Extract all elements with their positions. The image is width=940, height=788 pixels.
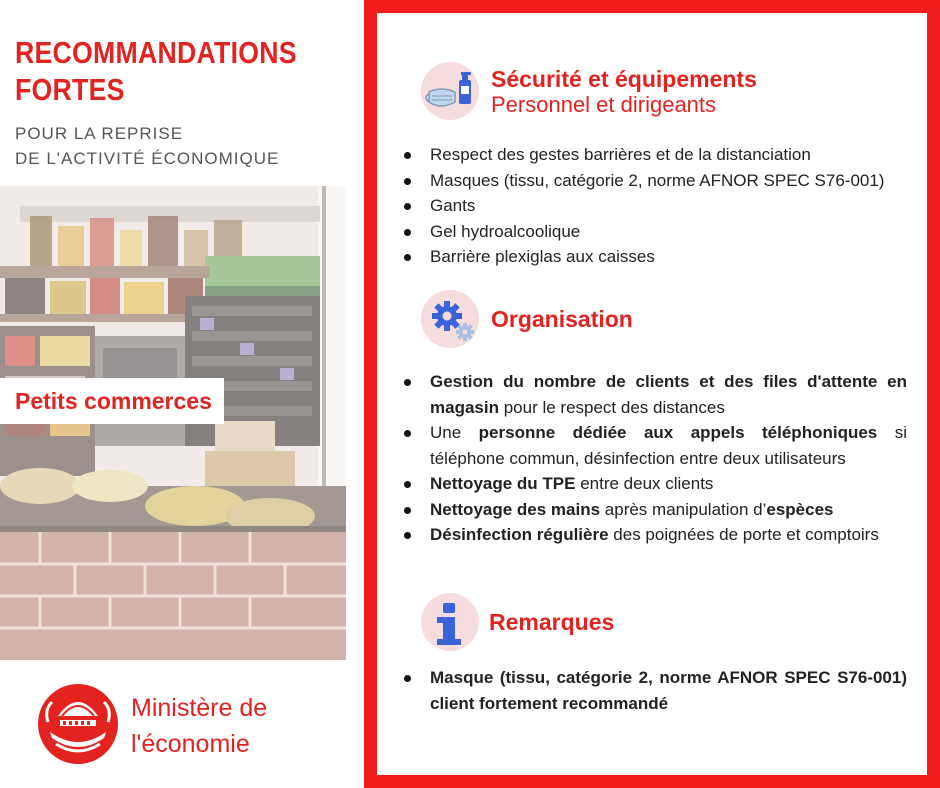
organisation-list: [417, 369, 907, 548]
section-remarques-header: [405, 593, 925, 653]
section-securite-subtitle: Personnel et dirigeants: [491, 92, 717, 117]
item-text: entre deux clients: [575, 474, 714, 493]
item-text: après manipulation d’: [600, 499, 767, 519]
item-bold-text: Gestion du nombre de clients et des files d'attente en magasin: [430, 372, 907, 417]
securite-list: [417, 142, 907, 270]
section-organisation-icon-bg: [421, 290, 479, 348]
item-text: pour le respect des distances: [498, 397, 725, 417]
section-securite-header: [405, 62, 925, 122]
item-text: des poignées de porte et comptoirs: [608, 525, 879, 544]
subtitle-line-1: POUR LA REPRISE: [15, 124, 184, 143]
title-line-2: FORTES: [15, 72, 125, 107]
list-item: Masques (tissu, catégorie 2, norme AFNOR SPEC S76-001): [417, 168, 907, 194]
item-bold-text: Masque (tissu, catégorie 2, norme AFNOR SPEC S76-001) client fortement recommandé: [430, 668, 907, 713]
item-bold-text: espèces: [766, 499, 834, 519]
subtitle: [15, 121, 345, 171]
recommendations-panel: [364, 0, 940, 788]
list-item: Respect des gestes barrières et de la distanciation: [417, 142, 907, 168]
gears-icon: [421, 290, 479, 348]
ministry-name-line-1: Ministère de: [131, 694, 268, 722]
main-title: [15, 34, 299, 108]
item-text: Une: [430, 423, 479, 442]
item-bold-text: Nettoyage des mains: [430, 499, 601, 519]
section-organisation-title: Organisation: [491, 306, 633, 332]
category-label: Petits commerces: [0, 378, 224, 424]
section-organisation-header: [405, 290, 925, 350]
left-panel: [0, 0, 362, 788]
list-item: [417, 665, 907, 716]
info-icon: [421, 593, 479, 651]
section-remarques-title: Remarques: [489, 609, 615, 635]
ministry-name: [131, 690, 267, 762]
section-remarques-icon-bg: [421, 593, 479, 651]
list-item: [417, 497, 907, 523]
title-line-1: RECOMMANDATIONS: [15, 35, 297, 70]
subtitle-line-2: DE L'ACTIVITÉ ÉCONOMIQUE: [15, 149, 280, 168]
ministry-block: [36, 680, 336, 770]
remarques-list: [417, 665, 907, 716]
item-text: si téléphone commun, désinfection entre deux utilisateurs: [430, 423, 907, 468]
polynesia-emblem-icon: [36, 682, 120, 766]
item-bold-text: Désinfection régulière: [430, 525, 609, 544]
mask-sanitizer-icon: [421, 62, 479, 120]
list-item: Gants: [417, 193, 907, 219]
list-item: [417, 471, 907, 497]
section-securite-icon-bg: [421, 62, 479, 120]
item-bold-text: Nettoyage du TPE: [430, 474, 576, 493]
list-item: Barrière plexiglas aux caisses: [417, 244, 907, 270]
list-item: [417, 369, 907, 420]
ministry-name-line-2: l'économie: [131, 730, 250, 758]
list-item: Gel hydroalcoolique: [417, 219, 907, 245]
list-item: [417, 522, 907, 548]
item-bold-text: personne dédiée aux appels téléphoniques: [478, 423, 878, 442]
list-item: [417, 420, 907, 471]
section-securite-title: Sécurité et équipements: [491, 66, 757, 92]
